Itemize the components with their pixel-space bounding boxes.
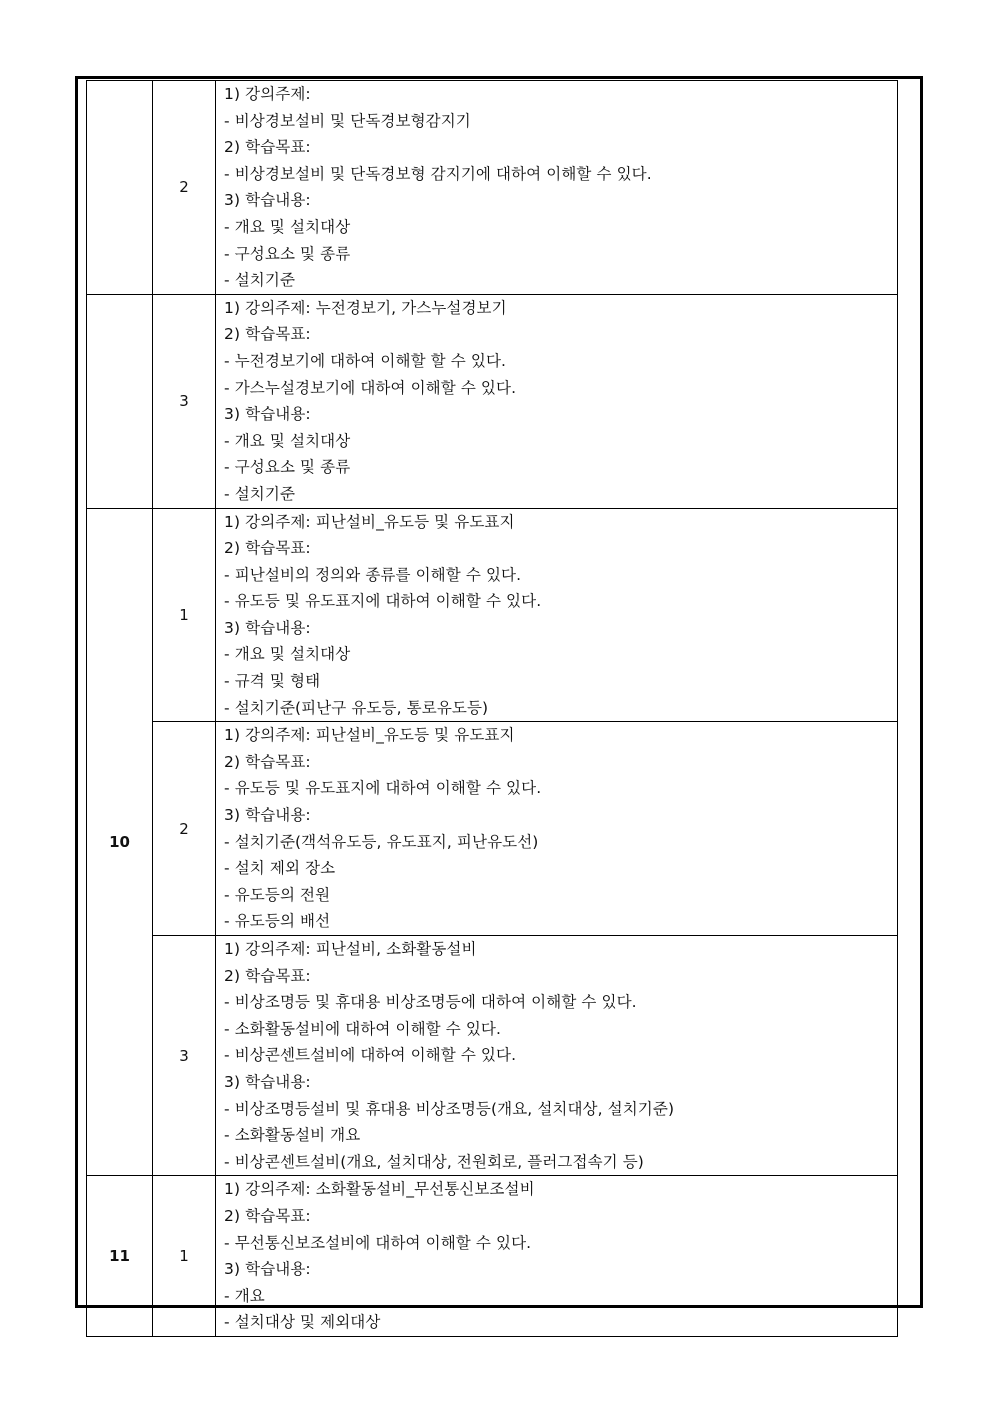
table-row xyxy=(87,508,898,722)
content-line: - 비상콘센트설비(개요, 설치대상, 전원회로, 플러그접속기 등) xyxy=(224,1152,644,1171)
syllabus-table xyxy=(86,80,898,1337)
content-line: 1) 강의주제: 소화활동설비_무선통신보조설비 xyxy=(224,1180,535,1199)
table-row xyxy=(87,81,898,295)
session-cell: 2 xyxy=(153,81,216,295)
content-line: - 유도등 및 유도표지에 대하여 이해할 수 있다. xyxy=(224,779,542,798)
content-line: - 가스누설경보기에 대하여 이해할 수 있다. xyxy=(224,378,517,397)
content-line: - 비상조명등설비 및 휴대용 비상조명등(개요, 설치대상, 설치기준) xyxy=(224,1099,675,1118)
content-cell xyxy=(216,1176,898,1337)
content-line: 3) 학습내용: xyxy=(224,1072,311,1091)
content-line: - 비상조명등 및 휴대용 비상조명등에 대하여 이해할 수 있다. xyxy=(224,993,637,1012)
content-line: 2) 학습목표: xyxy=(224,752,311,771)
session-cell: 1 xyxy=(153,1176,216,1337)
content-line: 2) 학습목표: xyxy=(224,539,311,558)
content-cell xyxy=(216,294,898,508)
table-row xyxy=(87,936,898,1176)
week-cell xyxy=(87,294,153,508)
content-line: 1) 강의주제: 피난설비, 소화활동설비 xyxy=(224,940,477,958)
session-cell: 1 xyxy=(153,508,216,722)
content-line: - 구성요소 및 종류 xyxy=(224,244,351,263)
content-line: - 비상콘센트설비에 대하여 이해할 수 있다. xyxy=(224,1046,517,1065)
content-line: 1) 강의주제: 피난설비_유도등 및 유도표지 xyxy=(224,512,515,531)
content-line: - 유도등 및 유도표지에 대하여 이해할 수 있다. xyxy=(224,592,542,611)
content-line: - 비상경보설비 및 단독경보형 감지기에 대하여 이해할 수 있다. xyxy=(224,164,652,183)
content-line: 1) 강의주제: 피난설비_유도등 및 유도표지 xyxy=(224,726,515,745)
content-cell xyxy=(216,81,898,295)
content-line: - 설치기준 xyxy=(224,484,296,503)
content-line: - 비상경보설비 및 단독경보형감지기 xyxy=(224,111,471,130)
content-line: 2) 학습목표: xyxy=(224,138,311,157)
table-row xyxy=(87,1176,898,1337)
content-line: 1) 강의주제: 누전경보기, 가스누설경보기 xyxy=(224,298,507,317)
content-line: 3) 학습내용: xyxy=(224,618,311,637)
content-line: - 설치대상 및 제외대상 xyxy=(224,1313,381,1332)
content-line: - 설치기준 xyxy=(224,271,296,290)
content-line: 3) 학습내용: xyxy=(224,191,311,210)
content-line: - 개요 및 설치대상 xyxy=(224,217,351,236)
content-line: - 개요 및 설치대상 xyxy=(224,431,351,450)
content-line: - 누전경보기에 대하여 이해할 할 수 있다. xyxy=(224,351,507,370)
content-cell xyxy=(216,936,898,1176)
content-line: - 설치기준(객석유도등, 유도표지, 피난유도선) xyxy=(224,832,539,851)
content-line: - 유도등의 배선 xyxy=(224,912,331,931)
content-line: - 개요 및 설치대상 xyxy=(224,645,351,664)
table-row xyxy=(87,722,898,936)
content-cell xyxy=(216,722,898,936)
content-line: - 소화활동설비에 대하여 이해할 수 있다. xyxy=(224,1019,502,1038)
content-cell xyxy=(216,508,898,722)
content-line: 2) 학습목표: xyxy=(224,1206,311,1225)
content-line: - 규격 및 형태 xyxy=(224,672,321,691)
content-line: 3) 학습내용: xyxy=(224,405,311,424)
content-line: - 구성요소 및 종류 xyxy=(224,458,351,477)
week-cell: 11 xyxy=(87,1176,153,1337)
content-line: - 피난설비의 정의와 종류를 이해할 수 있다. xyxy=(224,565,522,584)
content-line: 2) 학습목표: xyxy=(224,966,311,985)
week-cell: 10 xyxy=(87,508,153,1176)
session-cell: 3 xyxy=(153,294,216,508)
content-line: - 소화활동설비 개요 xyxy=(224,1126,361,1145)
content-line: 1) 강의주제: xyxy=(224,85,311,103)
session-cell: 3 xyxy=(153,936,216,1176)
content-line: 3) 학습내용: xyxy=(224,1260,311,1279)
content-line: - 무선통신보조설비에 대하여 이해할 수 있다. xyxy=(224,1233,532,1252)
content-line: - 유도등의 전원 xyxy=(224,885,331,904)
content-line: - 설치 제외 장소 xyxy=(224,859,336,878)
content-line: 2) 학습목표: xyxy=(224,325,311,344)
content-line: - 설치기준(피난구 유도등, 통로유도등) xyxy=(224,698,489,717)
week-cell xyxy=(87,81,153,295)
table-row xyxy=(87,294,898,508)
session-cell: 2 xyxy=(153,722,216,936)
content-line: - 개요 xyxy=(224,1286,265,1305)
content-line: 3) 학습내용: xyxy=(224,806,311,825)
